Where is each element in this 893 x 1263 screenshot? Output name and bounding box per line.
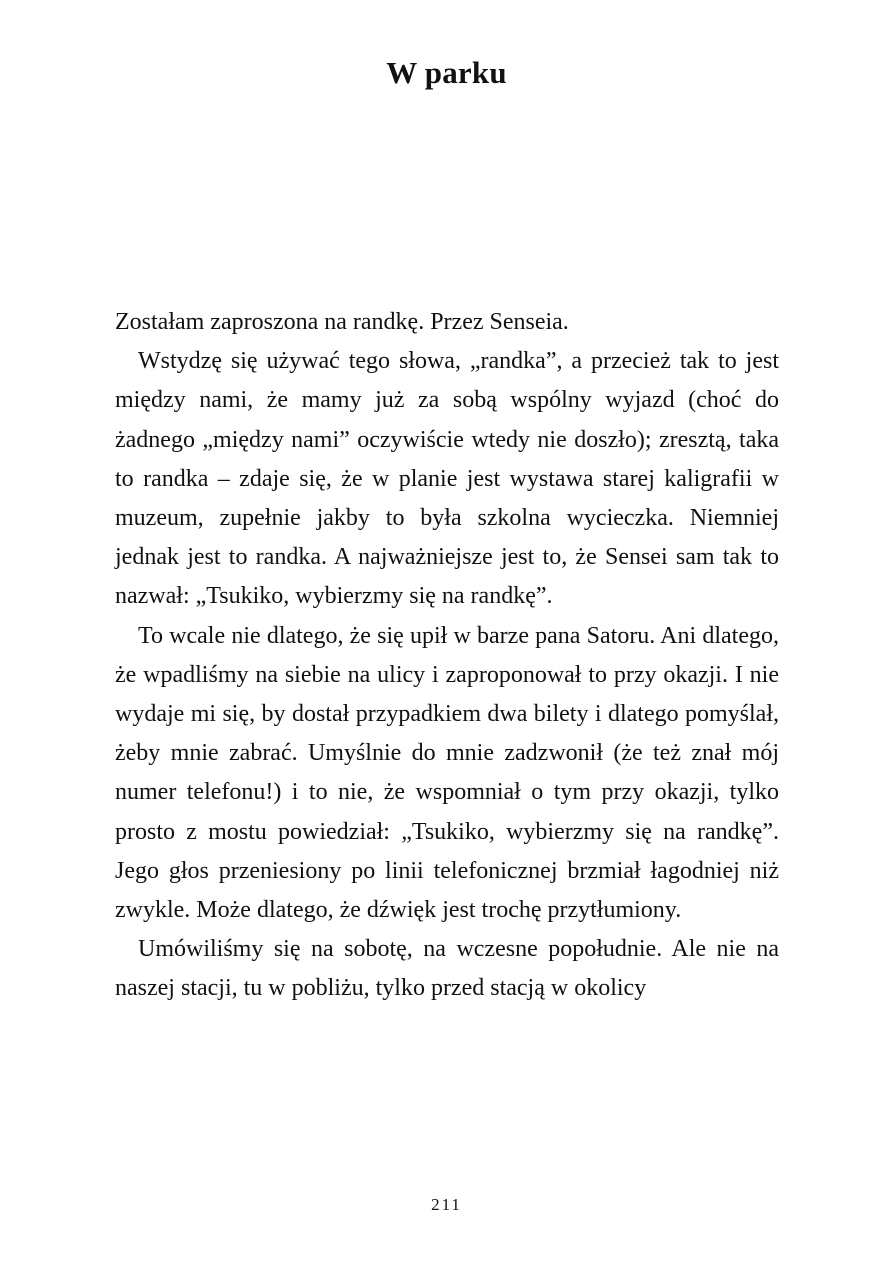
paragraph: Zostałam zaproszona na randkę. Przez Senseia. [115,309,569,335]
chapter-body [115,303,779,1009]
page-number: 211 [431,1195,462,1214]
paragraph: To wcale nie dlatego, że się upił w barze pana Satoru. Ani dlatego, że wpadliśmy na siebie na ulicy i zaproponował to przy okazji. I nie wydaje mi się, by dostał przypadkiem dwa bilety i dlatego pomyślał, żeby mnie zabrać. Umyślnie do mnie zadzwonił (że też znał mój numer telefonu!) i to nie, że wspomniał o tym przy okazji, tylko prosto z mostu powiedział: „Tsukiko, wybierzmy się na randkę”. Jego głos przeniesiony po linii telefonicznej brzmiał łagodniej niż zwykle. Może dlatego, że dźwięk jest trochę przytłumiony. [115,622,779,924]
chapter-title: W parku [386,54,507,90]
paragraph: Umówiliśmy się na sobotę, na wczesne popołudnie. Ale nie na naszej stacji, tu w pobliżu, tylko przed stacją w okolicy [115,936,779,1002]
paragraph: Wstydzę się używać tego słowa, „randka”, a przecież tak to jest między nami, że mamy już za sobą wspólny wyjazd (choć do żadnego „między nami” oczywiście wtedy nie doszło); zresztą, taka to randka – zdaje się, że w planie jest wystawa starej kaligrafii w muzeum, zupełnie jakby to była szkolna wycieczka. Niemniej jednak jest to randka. A najważniejsze jest to, że Sensei sam tak to nazwał: „Tsukiko, wybierzmy się na randkę”. [115,348,779,610]
